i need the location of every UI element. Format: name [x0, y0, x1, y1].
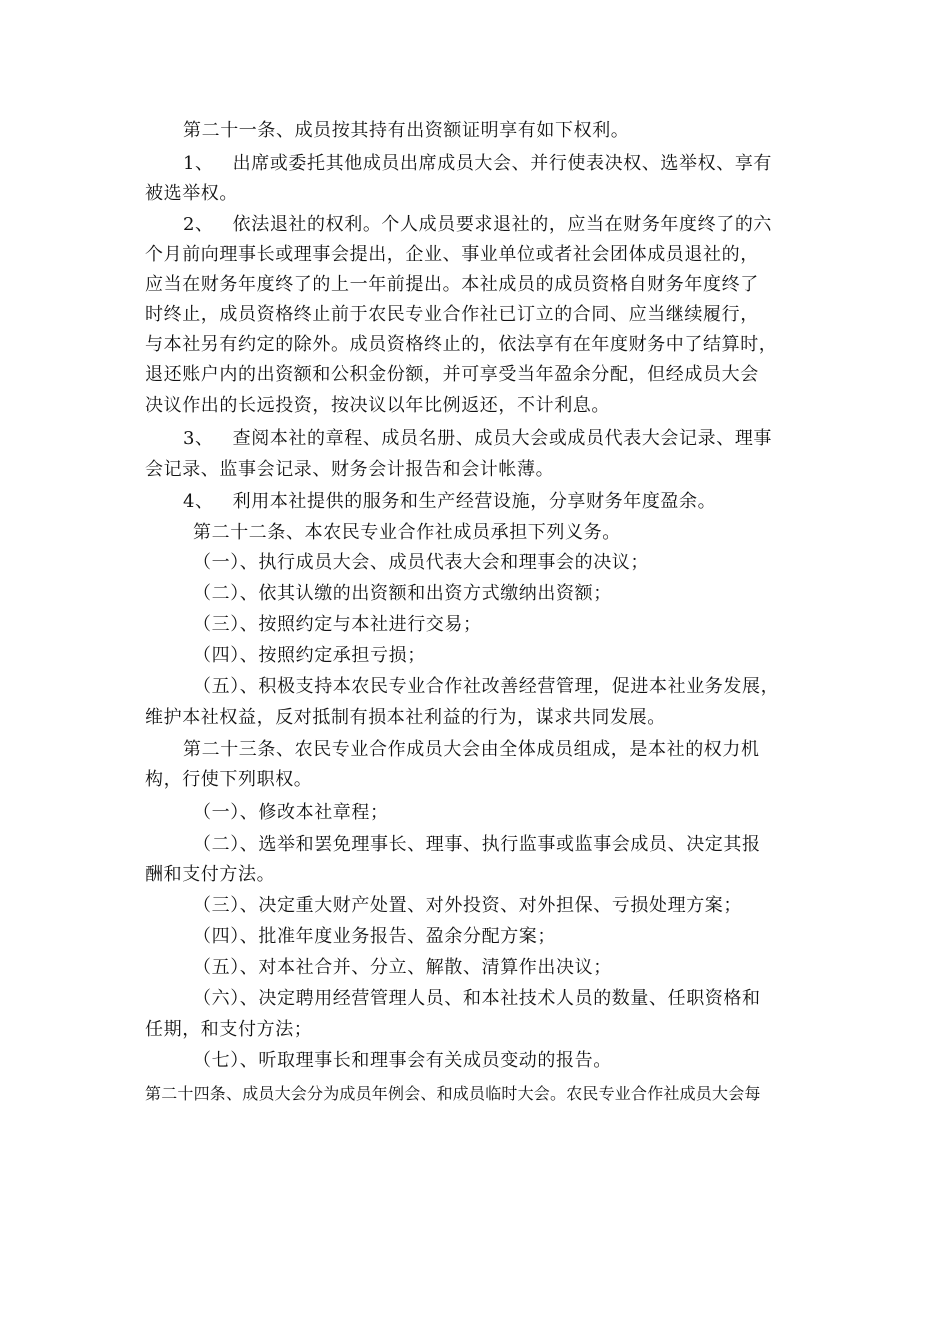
- power-6-line-1: （六）、决定聘用经营管理人员、和本社技术人员的数量、任职资格和: [193, 988, 761, 1009]
- article-21-heading: 第二十一条、成员按其持有出资额证明享有如下权利。: [183, 120, 630, 141]
- right-2-line-5: 与本社另有约定的除外。成员资格终止的，依法享有在年度财务中了结算时，: [145, 334, 778, 355]
- right-2-line-4: 时终止，成员资格终止前于农民专业合作社已订立的合同、应当继续履行，: [145, 304, 759, 325]
- duty-4: （四）、按照约定承担亏损；: [193, 645, 426, 666]
- right-1-line-2: 被选举权。: [145, 183, 238, 204]
- right-2-line-2: 个月前向理事长或理事会提出，企业、事业单位或者社会团体成员退社的，: [145, 244, 759, 265]
- duty-1: （一）、执行成员大会、成员代表大会和理事会的决议；: [193, 552, 649, 573]
- article-23-line-1: 第二十三条、农民专业合作成员大会由全体成员组成，是本社的权力机: [183, 739, 760, 760]
- power-3: （三）、决定重大财产处置、对外投资、对外担保、亏损处理方案；: [193, 895, 742, 916]
- power-4: （四）、批准年度业务报告、盈余分配方案；: [193, 926, 556, 947]
- article-22-heading: 第二十二条、本农民专业合作社成员承担下列义务。: [193, 522, 621, 543]
- duty-5-line-2: 维护本社权益，反对抵制有损本社利益的行为，谋求共同发展。: [145, 707, 666, 728]
- duty-3: （三）、按照约定与本社进行交易；: [193, 614, 482, 635]
- right-2-line-3: 应当在财务年度终了的上一年前提出。本社成员的成员资格自财务年度终了: [145, 274, 759, 295]
- power-7: （七）、听取理事长和理事会有关成员变动的报告。: [193, 1050, 612, 1071]
- power-2-line-1: （二）、选举和罢免理事长、理事、执行监事或监事会成员、决定其报: [193, 834, 761, 855]
- right-3-line-2: 会记录、监事会记录、财务会计报告和会计帐薄。: [145, 459, 555, 480]
- right-2-line-1: 2、 依法退社的权利。个人成员要求退社的，应当在财务年度终了的六: [183, 214, 773, 235]
- article-24-line-1: 第二十四条、成员大会分为成员年例会、和成员临时大会。农民专业合作社成员大会每: [145, 1084, 761, 1103]
- power-6-line-2: 任期，和支付方法；: [145, 1019, 313, 1040]
- duty-5-line-1: （五）、积极支持本农民专业合作社改善经营管理，促进本社业务发展，: [193, 676, 780, 697]
- duty-2: （二）、依其认缴的出资额和出资方式缴纳出资额；: [193, 583, 612, 604]
- right-4-line-1: 4、 利用本社提供的服务和生产经营设施，分享财务年度盈余。: [183, 491, 717, 512]
- power-1: （一）、修改本社章程；: [193, 802, 389, 823]
- right-2-line-6: 退还账户内的出资额和公积金份额，并可享受当年盈余分配，但经成员大会: [145, 364, 759, 385]
- right-3-line-1: 3、 查阅本社的章程、成员名册、成员大会或成员代表大会记录、理事: [183, 428, 773, 449]
- right-1-line-1: 1、 出席或委托其他成员出席成员大会、并行使表决权、选举权、享有: [183, 153, 773, 174]
- article-23-line-2: 构，行使下列职权。: [145, 769, 313, 790]
- power-5: （五）、对本社合并、分立、解散、清算作出决议；: [193, 957, 612, 978]
- power-2-line-2: 酬和支付方法。: [145, 864, 276, 885]
- right-2-line-7: 决议作出的长远投资，按决议以年比例返还，不计利息。: [145, 395, 610, 416]
